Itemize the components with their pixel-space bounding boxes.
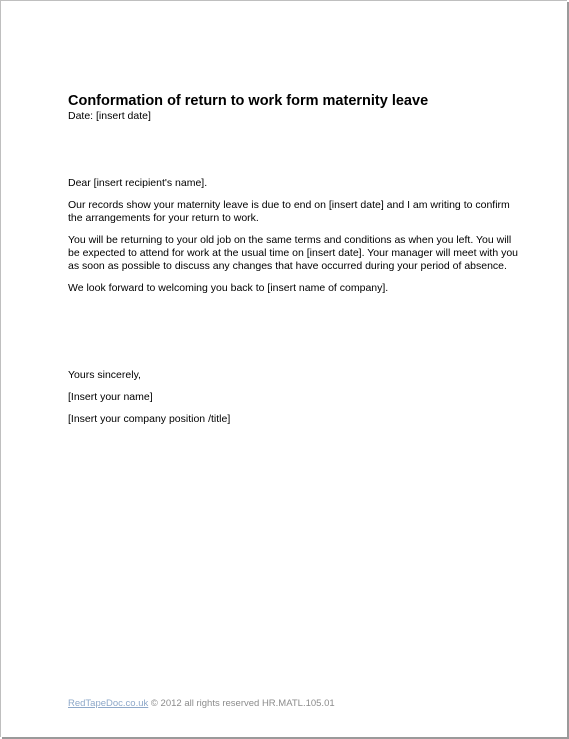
signature-name: [Insert your name] [68,391,153,403]
footer-link[interactable]: RedTapeDoc.co.uk [68,698,149,709]
closing-line: Yours sincerely, [68,369,141,381]
signature-title: [Insert your company position /title] [68,413,231,425]
paragraph-2: You will be returning to your old job on the same terms and conditions as when you left. You will be expected to attend for work at the usual time on [insert date]. Your manager will meet with you as soon as possible to discuss any changes that have occurred during your period of absence. [68,234,519,272]
paragraph-3: We look forward to welcoming you back to [insert name of company]. [68,282,389,294]
footer-copyright: © 2012 all rights reserved HR.MATL.105.01 [148,698,335,709]
letter-closing [68,369,230,435]
date-line: Date: [insert date] [68,110,151,122]
letter-body [68,177,518,304]
paragraph-1: Our records show your maternity leave is due to end on [insert date] and I am writing to confirm the arrangements for your return to work. [68,199,510,224]
page-footer [68,698,335,709]
salutation: Dear [insert recipient's name]. [68,177,208,189]
letter-title: Conformation of return to work form maternity leave [68,93,429,109]
